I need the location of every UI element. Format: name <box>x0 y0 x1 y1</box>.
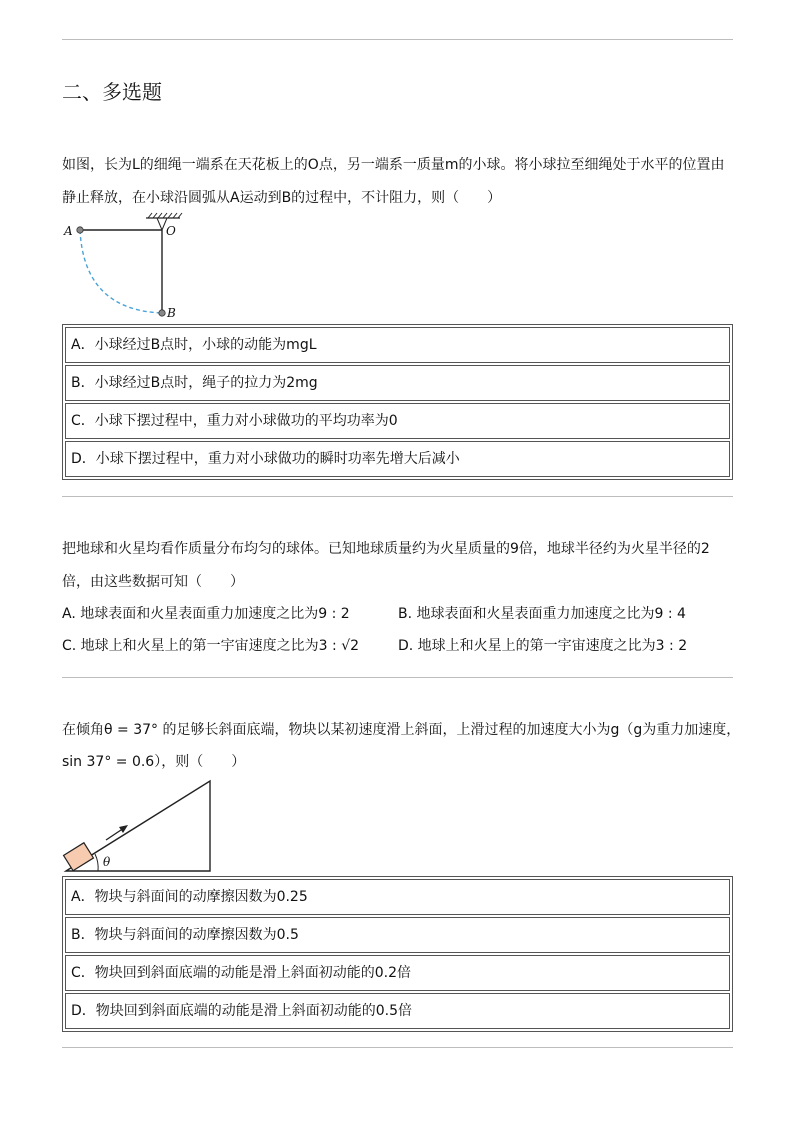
q3-stem-line2: sin 37° = 0.6），则（ ） <box>62 754 246 770</box>
q1-option-d[interactable]: D．小球下摆过程中，重力对小球做功的瞬时功率先增大后减小 <box>65 441 730 477</box>
divider-1 <box>62 496 733 497</box>
q3-option-b[interactable]: B．物块与斜面间的动摩擦因数为0.5 <box>65 917 730 953</box>
q2-stem-line2: 倍，由这些数据可知（ ） <box>62 574 244 590</box>
label-theta: θ <box>103 855 111 869</box>
section-title: 二、多选题 <box>62 80 162 104</box>
divider-2 <box>62 677 733 678</box>
q1-stem-line2: 静止释放，在小球沿圆弧从A运动到B的过程中，不计阻力，则（ ） <box>62 190 502 206</box>
q3-option-d[interactable]: D．物块回到斜面底端的动能是滑上斜面初动能的0.5倍 <box>65 993 730 1029</box>
q3-option-c[interactable]: C．物块回到斜面底端的动能是滑上斜面初动能的0.2倍 <box>65 955 730 991</box>
q1-option-b[interactable]: B．小球经过B点时，绳子的拉力为2mg <box>65 365 730 401</box>
label-o: O <box>166 224 176 238</box>
q1-option-a[interactable]: A．小球经过B点时，小球的动能为mgL <box>65 327 730 363</box>
q2-option-d[interactable]: D. 地球上和火星上的第一宇宙速度之比为3 : 2 <box>398 638 688 654</box>
q1-stem-line1: 如图，长为L的细绳一端系在天花板上的O点，另一端系一质量m的小球。将小球拉至细绳处于水平的位置由 <box>62 157 725 173</box>
q3-incline-figure <box>62 778 218 876</box>
label-b: B <box>167 306 176 320</box>
top-divider <box>62 39 733 40</box>
q2-option-c[interactable]: C. 地球上和火星上的第一宇宙速度之比为3 : √2 <box>62 638 360 654</box>
label-a: A <box>64 224 73 238</box>
q1-pendulum-figure <box>62 212 192 324</box>
q2-option-b[interactable]: B. 地球表面和火星表面重力加速度之比为9 : 4 <box>398 606 686 622</box>
q3-option-a[interactable]: A．物块与斜面间的动摩擦因数为0.25 <box>65 879 730 915</box>
q3-options-table <box>62 876 733 1032</box>
q3-stem-line1: 在倾角θ = 37° 的足够长斜面底端，物块以某初速度滑上斜面，上滑过程的加速度大小为g（g为重力加速度， <box>62 722 741 738</box>
divider-3 <box>62 1047 733 1048</box>
q2-stem-line1: 把地球和火星均看作质量分布均匀的球体。已知地球质量约为火星质量的9倍，地球半径约为火星半径的2 <box>62 541 710 557</box>
q1-option-c[interactable]: C．小球下摆过程中，重力对小球做功的平均功率为0 <box>65 403 730 439</box>
q1-options-table <box>62 324 733 480</box>
q2-option-a[interactable]: A. 地球表面和火星表面重力加速度之比为9 : 2 <box>62 606 350 622</box>
